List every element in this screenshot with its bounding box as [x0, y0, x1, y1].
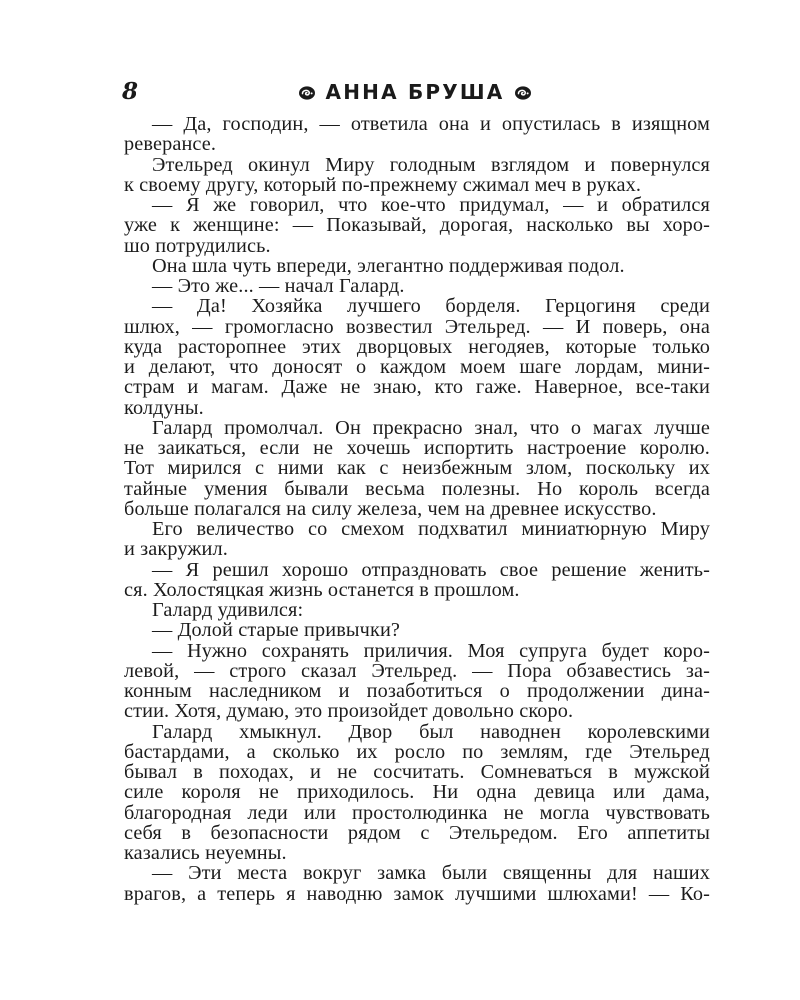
text-line: колдуны.	[124, 396, 204, 419]
text-line: Галард удивился:	[152, 599, 304, 621]
text-line: Этельред окинул Миру голодным взглядом и повернулся	[152, 153, 710, 176]
text-line: — Да! Хозяйка лучшего борделя. Герцогиня среди	[152, 295, 710, 318]
text-line: тайные умения бывали весьма полезны. Но король всегда	[124, 477, 710, 500]
page-number: 8	[122, 78, 139, 105]
text-line: и делают, что доносят о каждом моем шаге лордам, мини-	[124, 356, 710, 378]
running-head-author: АННА БРУША	[325, 80, 505, 104]
text-line: Галард промолчал. Он прекрасно знал, что о магах лучше	[152, 416, 710, 439]
text-line: — Долой старые привычки?	[152, 619, 401, 642]
text-line: Галард хмыкнул. Двор был наводнен королевскими	[152, 720, 710, 743]
text-line: шлюх, — громогласно возвестил Этельред. — И поверь, она	[124, 315, 710, 338]
body-text	[124, 114, 710, 904]
text-line: уже к женщине: — Показывай, дорогая, насколько вы хоро-	[124, 214, 710, 237]
text-line: и закружил.	[124, 538, 228, 561]
swirl-ornament-icon	[514, 80, 532, 96]
text-line: — Да, господин, — ответила она и опустилась в изящном	[152, 113, 710, 135]
text-line: — Это же... — начал Галард.	[152, 275, 405, 297]
text-line: ся. Холостяцкая жизнь останется в прошлом.	[124, 578, 520, 601]
text-line: конным наследником и позаботиться о продолжении дина-	[124, 680, 710, 702]
text-line: реверансе.	[124, 133, 217, 156]
text-line: — Я решил хорошо отпраздновать свое решение женить-	[152, 558, 710, 581]
text-line: Его величество со смехом подхватил миниатюрную Миру	[152, 518, 710, 540]
text-line: к своему другу, который по-прежнему сжимал меч в руках.	[124, 173, 642, 196]
running-head	[120, 78, 710, 108]
text-line: силе короля не приходилось. Ни одна девица или дама,	[124, 781, 710, 804]
text-line: не заикаться, если не хочешь испортить настроение королю.	[124, 437, 710, 459]
swirl-ornament-icon	[298, 80, 316, 96]
text-line: благородная леди или простолюдинка не могла чувствовать	[124, 801, 710, 824]
text-line: левой, — строго сказал Этельред. — Пора обзавестись за-	[124, 659, 710, 682]
text-line: бастардами, а сколько их росло по землям, где Этельред	[124, 740, 710, 763]
text-line: куда расторопнее этих дворцовых негодяев, которые только	[124, 335, 710, 358]
text-line: Тот мирился с ними как с неизбежным злом, поскольку их	[124, 457, 710, 480]
text-line: Она шла чуть впереди, элегантно поддерживая подол.	[152, 254, 625, 277]
text-line: казались неуемны.	[124, 842, 287, 864]
text-line: шо потрудились.	[124, 234, 271, 257]
text-line: — Эти места вокруг замка были священны для наших	[152, 862, 710, 885]
text-line: бывал в походах, и не сосчитать. Сомневаться в мужской	[124, 761, 710, 783]
text-line: стии. Хотя, думаю, это произойдет довольно скоро.	[124, 700, 574, 723]
text-line: больше полагался на силу железа, чем на древнее искусство.	[124, 497, 657, 520]
text-line: себя в безопасности рядом с Этельредом. Его аппетиты	[124, 821, 710, 844]
header-title-group	[120, 78, 710, 106]
text-line: врагов, а теперь я наводню замок лучшими шлюхами! — Ко-	[124, 882, 710, 905]
text-line: страм и магам. Даже не знаю, кто гаже. Наверное, все-таки	[124, 376, 710, 399]
text-line: — Нужно сохранять приличия. Моя супруга будет коро-	[152, 639, 710, 662]
text-line: — Я же говорил, что кое-что придумал, — и обратился	[152, 194, 710, 216]
